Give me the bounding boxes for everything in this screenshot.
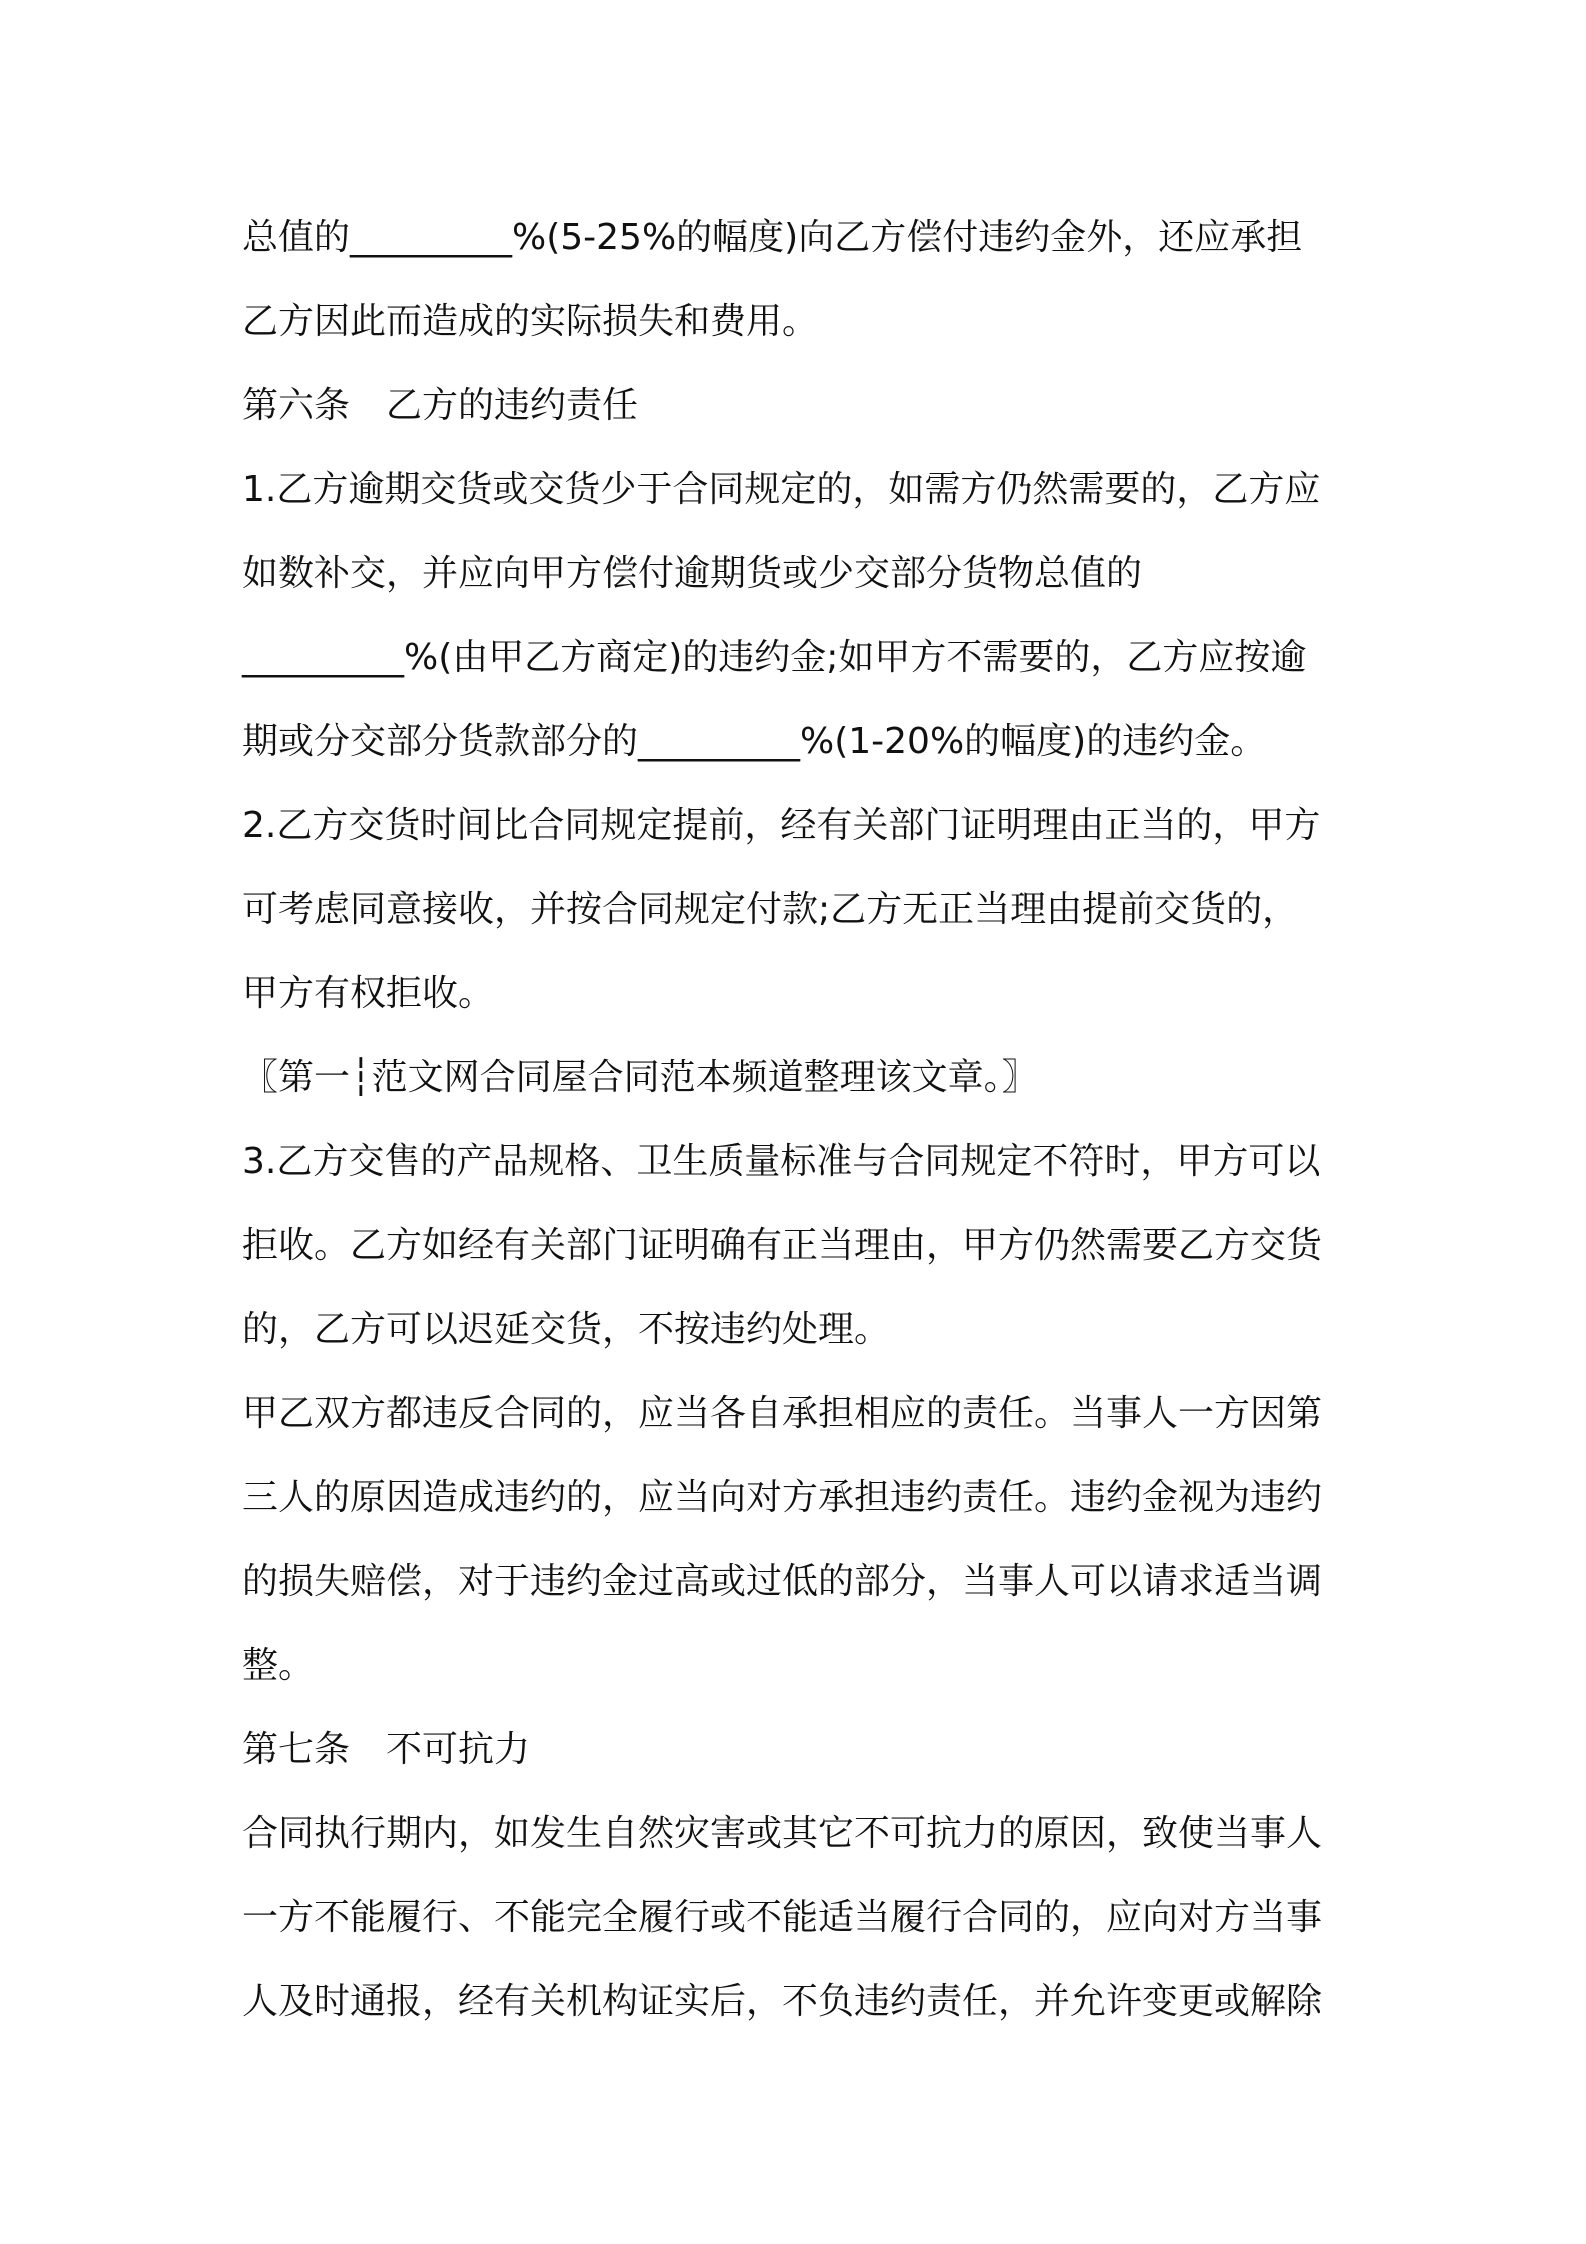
text-line: 一方不能履行、不能完全履行或不能适当履行合同的，应向对方当事 xyxy=(242,1897,1323,1938)
article-heading-7: 第七条 不可抗力 xyxy=(242,1729,531,1770)
text-line: 人及时通报，经有关机构证实后，不负违约责任，并允许变更或解除 xyxy=(242,1981,1323,2022)
text-line: _________%(由甲乙方商定)的违约金;如甲方不需要的，乙方应按逾 xyxy=(242,637,1307,678)
source-note: 〖第一┆范文网合同屋合同范本频道整理该文章。〗 xyxy=(242,1057,1038,1098)
text-line: 甲乙双方都违反合同的，应当各自承担相应的责任。当事人一方因第 xyxy=(242,1393,1323,1434)
text-line: 的，乙方可以迟延交货，不按违约处理。 xyxy=(242,1309,891,1350)
text-line: 如数补交，并应向甲方偿付逾期货或少交部分货物总值的 xyxy=(242,553,1143,594)
text-line: 甲方有权拒收。 xyxy=(242,973,495,1014)
text-line: 三人的原因造成违约的，应当向对方承担违约责任。违约金视为违约 xyxy=(242,1477,1323,1518)
text-line: 2.乙方交货时间比合同规定提前，经有关部门证明理由正当的，甲方 xyxy=(242,805,1321,846)
text-line: 整。 xyxy=(242,1645,315,1686)
text-line: 期或分交部分货款部分的_________%(1-20%的幅度)的违约金。 xyxy=(242,721,1267,762)
text-line: 合同执行期内，如发生自然灾害或其它不可抗力的原因，致使当事人 xyxy=(242,1813,1323,1854)
document-body xyxy=(242,196,1362,2044)
text-line: 可考虑同意接收，并按合同规定付款;乙方无正当理由提前交货的， xyxy=(242,889,1299,930)
text-line: 1.乙方逾期交货或交货少于合同规定的，如需方仍然需要的，乙方应 xyxy=(242,469,1321,510)
text-line: 总值的_________%(5-25%的幅度)向乙方偿付违约金外，还应承担 xyxy=(242,217,1303,258)
text-line: 3.乙方交售的产品规格、卫生质量标准与合同规定不符时，甲方可以 xyxy=(242,1141,1321,1182)
text-line: 拒收。乙方如经有关部门证明确有正当理由，甲方仍然需要乙方交货 xyxy=(242,1225,1323,1266)
text-line: 的损失赔偿，对于违约金过高或过低的部分，当事人可以请求适当调 xyxy=(242,1561,1323,1602)
article-heading-6: 第六条 乙方的违约责任 xyxy=(242,385,639,426)
text-line: 乙方因此而造成的实际损失和费用。 xyxy=(242,301,819,342)
